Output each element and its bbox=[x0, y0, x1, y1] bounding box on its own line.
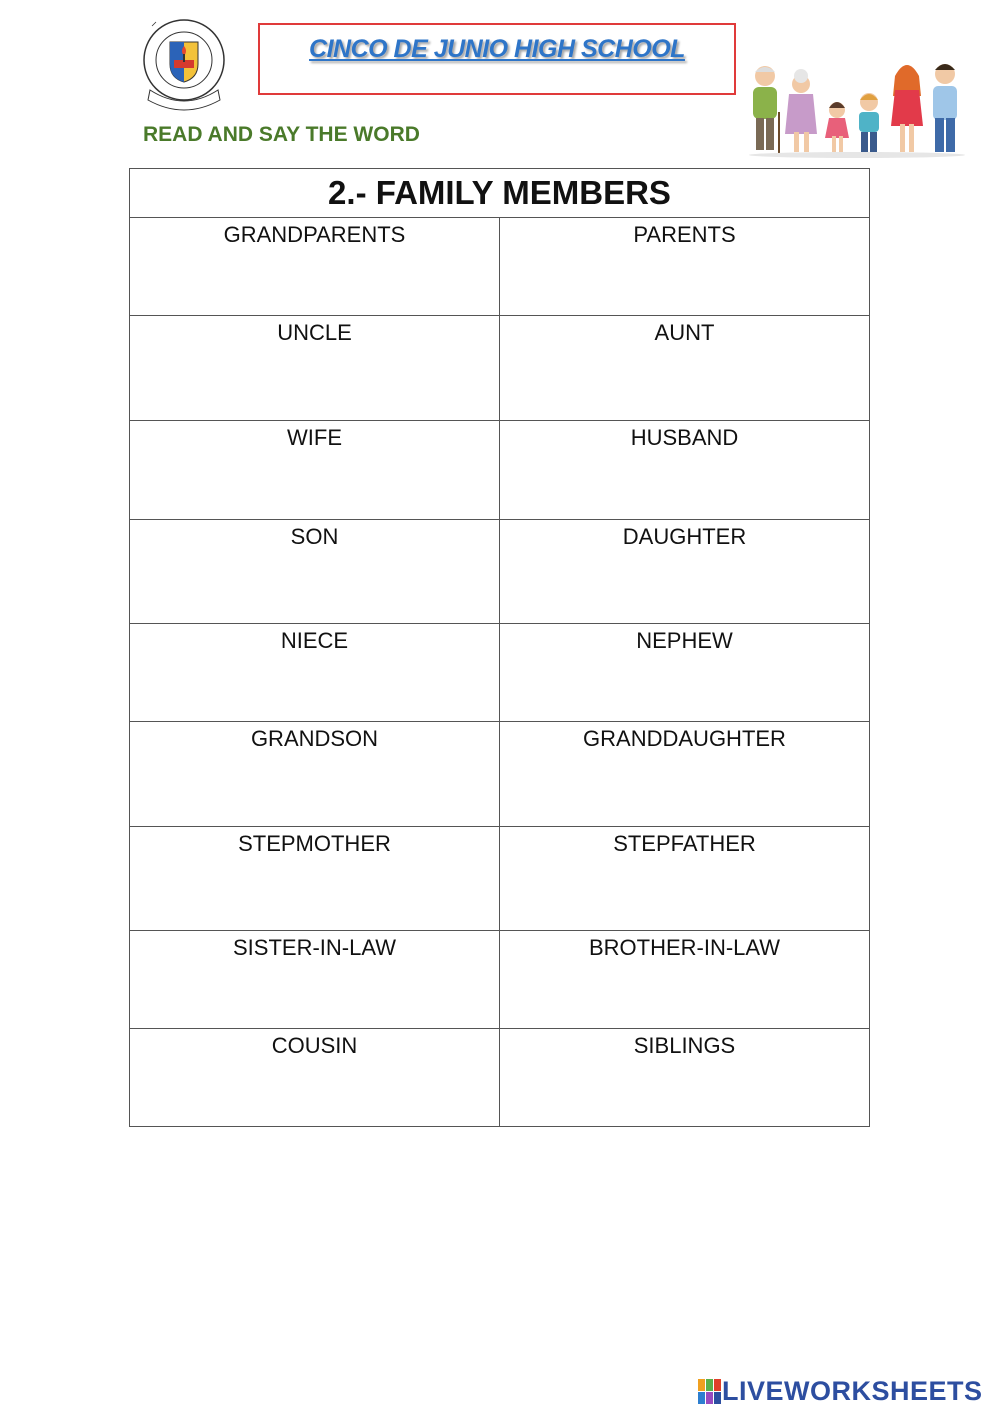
father-figure bbox=[933, 64, 957, 152]
girl-figure bbox=[825, 102, 849, 152]
table-row bbox=[130, 421, 870, 520]
table-row bbox=[130, 218, 870, 316]
word-cell-right: GRANDDAUGHTER bbox=[500, 722, 870, 827]
word-cell-left: GRANDPARENTS bbox=[130, 218, 500, 316]
word-cell-right: PARENTS bbox=[500, 218, 870, 316]
word-cell-right: STEPFATHER bbox=[500, 827, 870, 931]
word-cell-right: AUNT bbox=[500, 316, 870, 421]
word-cell-left: NIECE bbox=[130, 624, 500, 722]
watermark-text: LIVEWORKSHEETS bbox=[722, 1376, 983, 1406]
table-row bbox=[130, 931, 870, 1029]
word-cell-left: COUSIN bbox=[130, 1029, 500, 1127]
school-name-box bbox=[258, 23, 736, 95]
table-row bbox=[130, 316, 870, 421]
instruction-text: READ AND SAY THE WORD bbox=[143, 123, 420, 146]
word-cell-left: WIFE bbox=[130, 421, 500, 520]
family-members-table bbox=[129, 168, 870, 1127]
table-row bbox=[130, 520, 870, 624]
word-cell-right: HUSBAND bbox=[500, 421, 870, 520]
table-row bbox=[130, 827, 870, 931]
table-row bbox=[130, 624, 870, 722]
family-illustration bbox=[745, 62, 970, 160]
table-row bbox=[130, 722, 870, 827]
table-row bbox=[130, 1029, 870, 1127]
grandma-figure bbox=[785, 69, 817, 152]
word-cell-left: GRANDSON bbox=[130, 722, 500, 827]
word-cell-left: STEPMOTHER bbox=[130, 827, 500, 931]
boy-figure bbox=[859, 93, 879, 152]
grandpa-figure bbox=[753, 66, 779, 154]
school-name: CINCO DE JUNIO HIGH SCHOOL bbox=[309, 35, 685, 63]
word-cell-right: BROTHER-IN-LAW bbox=[500, 931, 870, 1029]
word-cell-right: SIBLINGS bbox=[500, 1029, 870, 1127]
table-title: 2.- FAMILY MEMBERS bbox=[130, 169, 870, 218]
word-cell-right: NEPHEW bbox=[500, 624, 870, 722]
liveworksheets-logo-icon bbox=[698, 1379, 722, 1405]
word-cell-right: DAUGHTER bbox=[500, 520, 870, 624]
word-cell-left: SON bbox=[130, 520, 500, 624]
mother-figure bbox=[891, 65, 923, 152]
word-cell-left: UNCLE bbox=[130, 316, 500, 421]
school-seal-logo bbox=[140, 18, 228, 112]
liveworksheets-watermark bbox=[698, 1376, 983, 1407]
table-body bbox=[130, 218, 870, 1127]
word-cell-left: SISTER-IN-LAW bbox=[130, 931, 500, 1029]
